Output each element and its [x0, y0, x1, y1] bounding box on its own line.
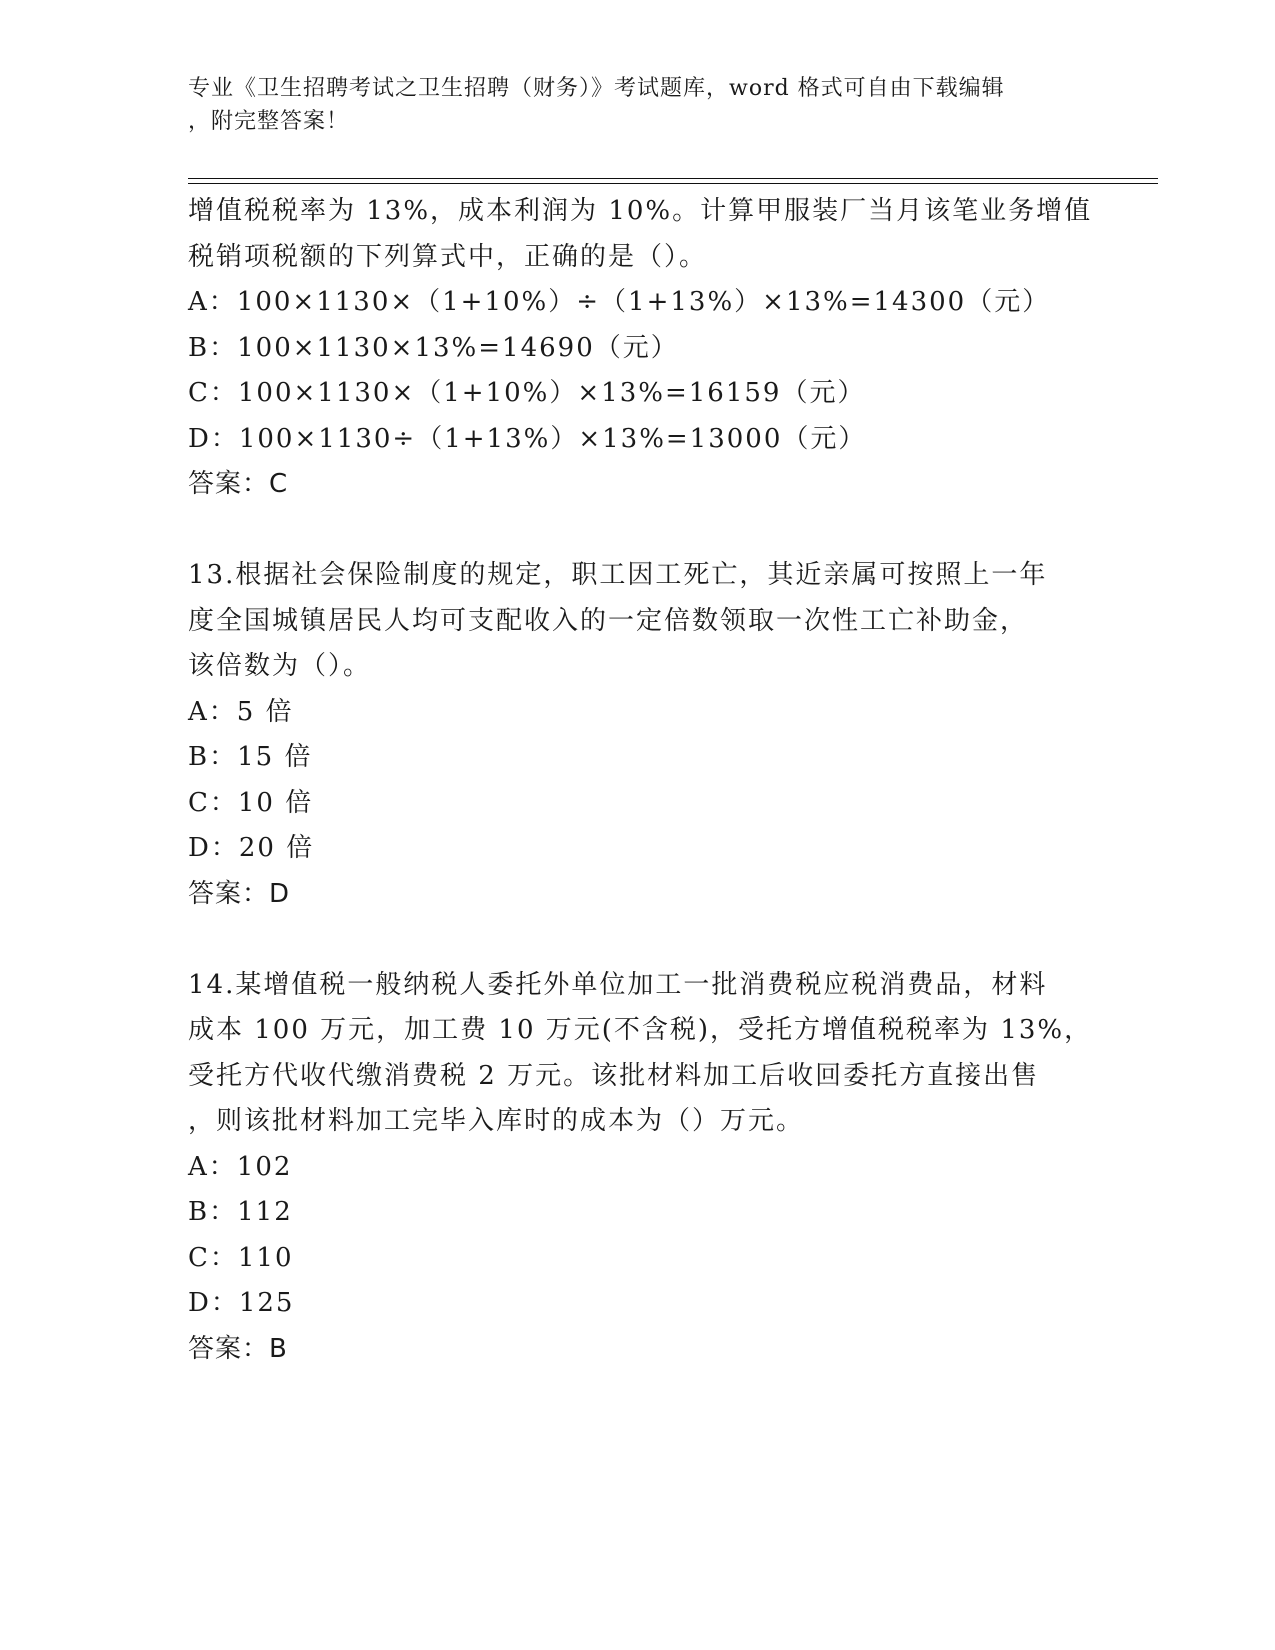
option-c: C：100×1130×（1+10%）×13%=16159（元） — [188, 378, 866, 408]
option-a: A：5 倍 — [188, 696, 294, 727]
question-text-line: 13.根据社会保险制度的规定，职工因工死亡，其近亲属可按照上一年 — [188, 560, 1048, 590]
question-text-line: 受托方代收代缴消费税 2 万元。该批材料加工后收回委托方直接出售 — [188, 1060, 1040, 1091]
header-rule-bottom — [188, 183, 1158, 184]
header-line-1: 专业《卫生招聘考试之卫生招聘（财务）》考试题库，word 格式可自由下载编辑 — [188, 76, 1005, 101]
option-c: C：10 倍 — [188, 787, 314, 818]
question-text-line: 增值税税率为 13%，成本利润为 10%。计算甲服装厂当月该笔业务增值 — [188, 196, 1093, 226]
spacer — [188, 917, 1088, 963]
question-14 — [188, 963, 1093, 1373]
header-rule-top — [188, 178, 1158, 179]
option-b: B：100×1130×13%=14690（元） — [188, 332, 679, 363]
header-line-2: ，附完整答案！ — [188, 109, 350, 134]
question-13 — [188, 553, 1088, 917]
option-a: A：102 — [188, 1151, 293, 1182]
question-text-line: 14.某增值税一般纳税人委托外单位加工一批消费税应税消费品，材料 — [188, 969, 1048, 1000]
option-d: D：100×1130÷（1+13%）×13%=13000（元） — [188, 423, 867, 454]
answer: 答案：B — [188, 1333, 288, 1364]
option-a: A：100×1130×（1+10%）÷（1+13%）×13%=14300（元） — [188, 287, 1051, 317]
spacer — [188, 508, 1088, 554]
question-text-line: 税销项税额的下列算式中，正确的是（）。 — [188, 241, 708, 272]
option-d: D：20 倍 — [188, 833, 315, 863]
option-c: C：110 — [188, 1242, 294, 1273]
option-b: B：112 — [188, 1197, 293, 1227]
question-text-line: 度全国城镇居民人均可支配收入的一定倍数领取一次性工亡补助金， — [188, 605, 1029, 636]
question-text-line: ，则该批材料加工完毕入库时的成本为（）万元。 — [188, 1106, 805, 1136]
option-b: B：15 倍 — [188, 742, 313, 772]
document-header — [188, 72, 1088, 138]
option-d: D：125 — [188, 1288, 295, 1318]
answer: 答案：C — [188, 469, 289, 499]
question-text-line: 该倍数为（）。 — [188, 651, 372, 681]
question-text-line: 成本 100 万元，加工费 10 万元(不含税)，受托方增值税税率为 13%， — [188, 1015, 1093, 1045]
question-12 — [188, 189, 1093, 508]
answer: 答案：D — [188, 878, 291, 909]
document-body — [188, 189, 1093, 1372]
